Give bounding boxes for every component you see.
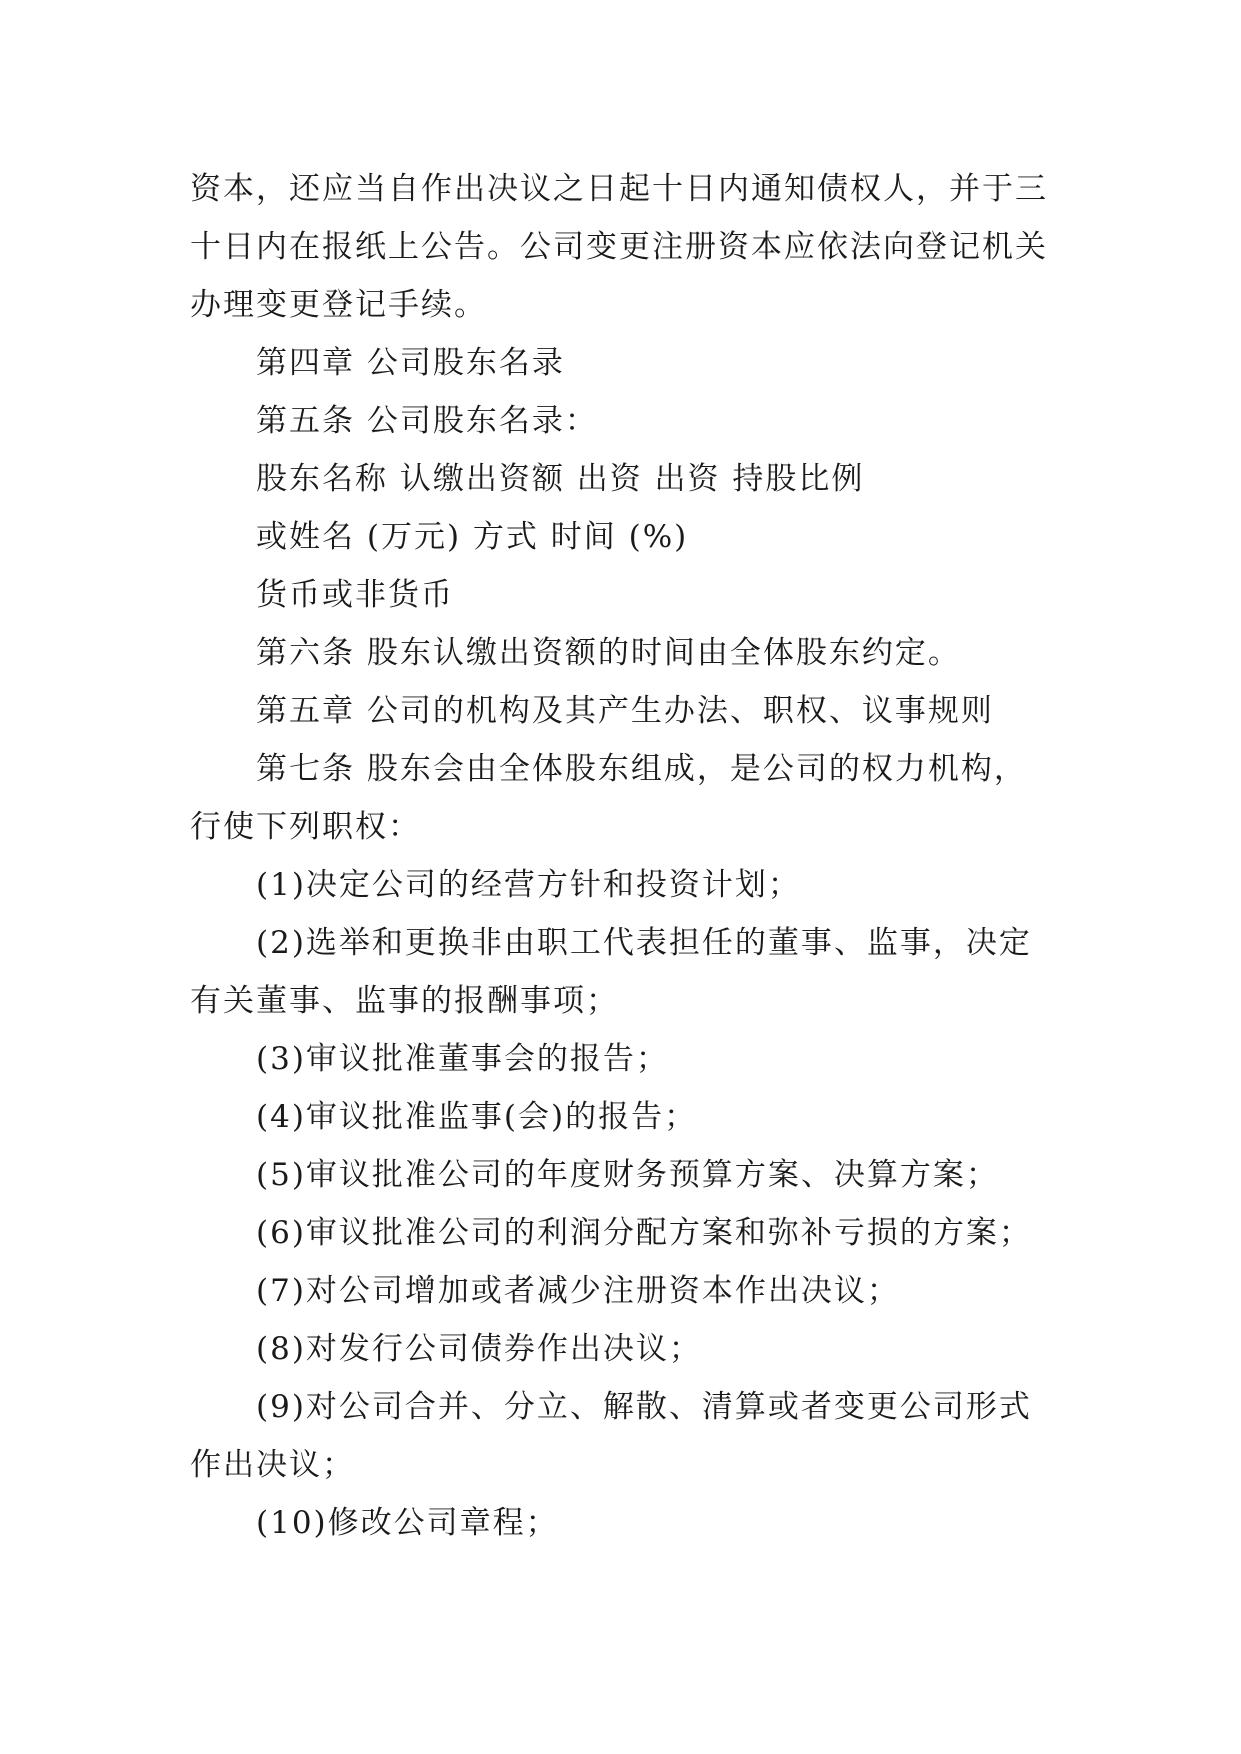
list-item: (2)选举和更换非由职工代表担任的董事、监事，决定 <box>256 925 1032 961</box>
list-item: (4)审议批准监事(会)的报告； <box>256 1099 698 1135</box>
text-line: 货币或非货币 <box>256 577 454 613</box>
list-item: (10)修改公司章程； <box>256 1505 559 1541</box>
list-item: (5)审议批准公司的年度财务预算方案、决算方案； <box>256 1157 999 1193</box>
list-item: (6)审议批准公司的利润分配方案和弥补亏损的方案； <box>256 1215 1032 1251</box>
text-line: 有关董事、监事的报酬事项； <box>190 983 619 1019</box>
text-line: 行使下列职权： <box>190 809 421 845</box>
text-line: 作出决议； <box>190 1447 355 1483</box>
list-item: (7)对公司增加或者减少注册资本作出决议； <box>256 1273 900 1309</box>
list-item: (8)对发行公司债券作出决议； <box>256 1331 702 1367</box>
text-line: 办理变更登记手续。 <box>190 287 487 323</box>
article-line: 第七条 股东会由全体股东组成，是公司的权力机构， <box>256 751 1027 787</box>
table-header-line: 股东名称 认缴出资额 出资 出资 持股比例 <box>256 461 865 497</box>
chapter-heading: 第五章 公司的机构及其产生办法、职权、议事规则 <box>256 693 994 729</box>
document-body <box>190 160 1050 1552</box>
text-line: 资本，还应当自作出决议之日起十日内通知债权人，并于三 <box>190 171 1048 207</box>
list-item: (3)审议批准董事会的报告； <box>256 1041 669 1077</box>
article-line: 第五条 公司股东名录： <box>256 403 598 439</box>
chapter-heading: 第四章 公司股东名录 <box>256 345 565 381</box>
text-line: 十日内在报纸上公告。公司变更注册资本应依法向登记机关 <box>190 229 1048 265</box>
article-line: 第六条 股东认缴出资额的时间由全体股东约定。 <box>256 635 961 671</box>
list-item: (9)对公司合并、分立、解散、清算或者变更公司形式 <box>256 1389 1032 1425</box>
table-header-line: 或姓名 (万元) 方式 时间 (%) <box>256 519 689 555</box>
list-item: (1)决定公司的经营方针和投资计划； <box>256 867 801 903</box>
